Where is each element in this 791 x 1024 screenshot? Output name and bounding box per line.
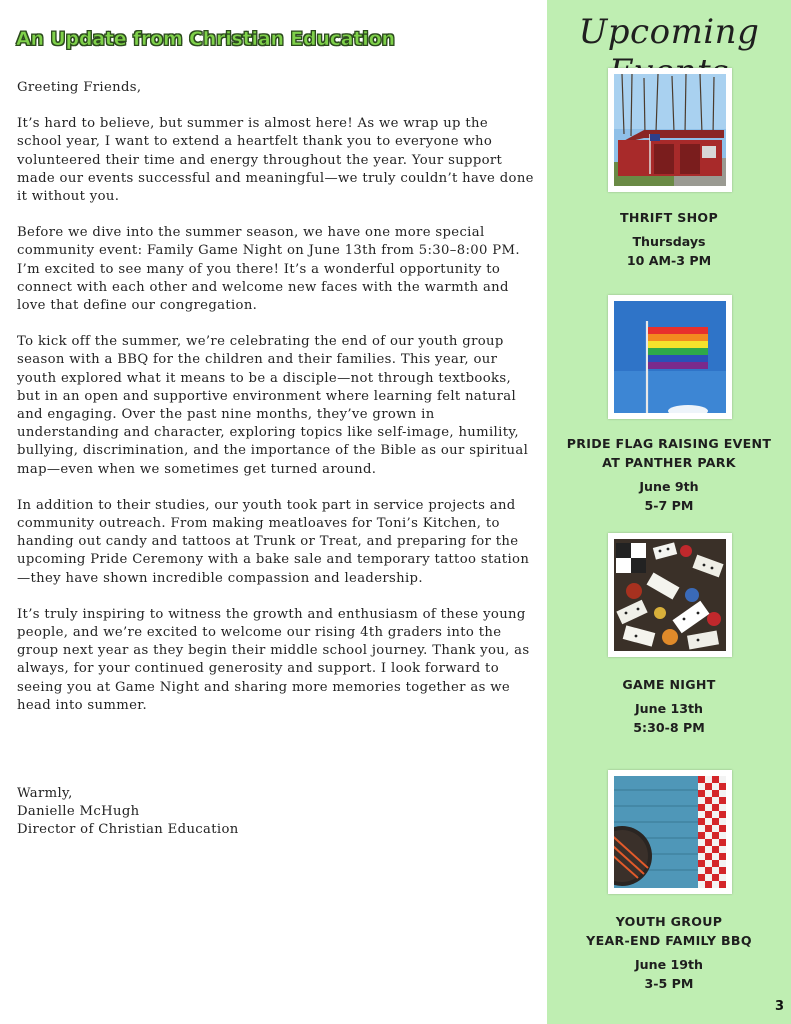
event-date: Thursdays [632,234,706,249]
event-name-line2: YEAR-END FAMILY BBQ [586,933,752,948]
event-time: 5-7 PM [644,498,694,513]
letter-paragraph: Before we dive into the summer season, we have one more special community event: Family Game Night on June 13th from 5:30–8:00 PM. I’m excited to see many of you there! It’s a wonderful opportunity to connect with each other and welcome new faces with the warmth and love that define our congregation. [17,225,520,314]
letter-greeting: Greeting Friends, [17,80,142,95]
event-name-line2: AT PANTHER PARK [602,455,736,470]
event-time: 10 AM-3 PM [626,253,712,268]
board-games-image [614,539,726,651]
page-number: 3 [774,999,784,1014]
barn-building-image [614,74,726,186]
thrift-shop-photo [608,68,732,192]
letter-closing: Warmly, [17,786,73,801]
event-date: June 19th [634,957,704,972]
letter-paragraph: In addition to their studies, our youth took part in service projects and community outreach. From making meatloaves for Toni’s Kitchen, to handing out candy and tattoos at Trunk or Treat, and preparing for the upcoming Pride Ceremony with a bake sale and temporary tattoo station—they have shown incredible compassion and leadership. [17,497,530,586]
event-date: June 13th [634,701,704,716]
signer-title: Director of Christian Education [17,822,239,838]
event-name: PRIDE FLAG RAISING EVENT [566,436,772,451]
letter-paragraph: It’s hard to believe, but summer is almost here! As we wrap up the school year, I want to extend a heartfelt thank you to everyone who volunteered their time and energy throughout the year. Your support made our events successful and meaningful—we truly couldn’t have done it without you. [17,116,534,205]
pride-flag-photo [608,295,732,419]
letter-body [17,79,537,733]
rainbow-flag-image [614,301,726,413]
event-name: THRIFT SHOP [620,210,718,225]
letter-signoff [17,785,239,840]
sidebar-title: Upcoming [578,12,760,52]
grill-picnic-image [614,776,726,888]
game-night-photo [608,533,732,657]
letter-paragraph: To kick off the summer, we’re celebrating the end of our youth group season with a BBQ for the children and their families. This year, our youth explored what it means to be a disciple—not through textbooks, but in an open and supportive environment where learning felt natural and engaging. Over the past nine months, they’ve grown in understanding and character, exploring topics like self-image, humility, bullying, discrimination, and the importance of the Bible as our spiritual map—even when we sometimes get turned around. [17,334,529,477]
event-date: June 9th [639,479,699,494]
event-time: 5:30-8 PM [633,720,705,735]
page-headline: An Update from Christian Education [16,28,395,50]
bbq-photo [608,770,732,894]
letter-paragraph: It’s truly inspiring to witness the growth and enthusiasm of these young people, and we’re excited to welcome our rising 4th graders into the group next year as they begin their middle school journey. Thank you, as always, for your continued generosity and support. I look forward to seeing you at Game Night and sharing more memories together as we head into summer. [17,606,530,713]
events-sidebar [547,0,791,1024]
event-name: GAME NIGHT [622,677,716,692]
event-name: YOUTH GROUP [615,914,723,929]
signer-name: Danielle McHugh [17,804,140,820]
event-time: 3-5 PM [644,976,694,991]
